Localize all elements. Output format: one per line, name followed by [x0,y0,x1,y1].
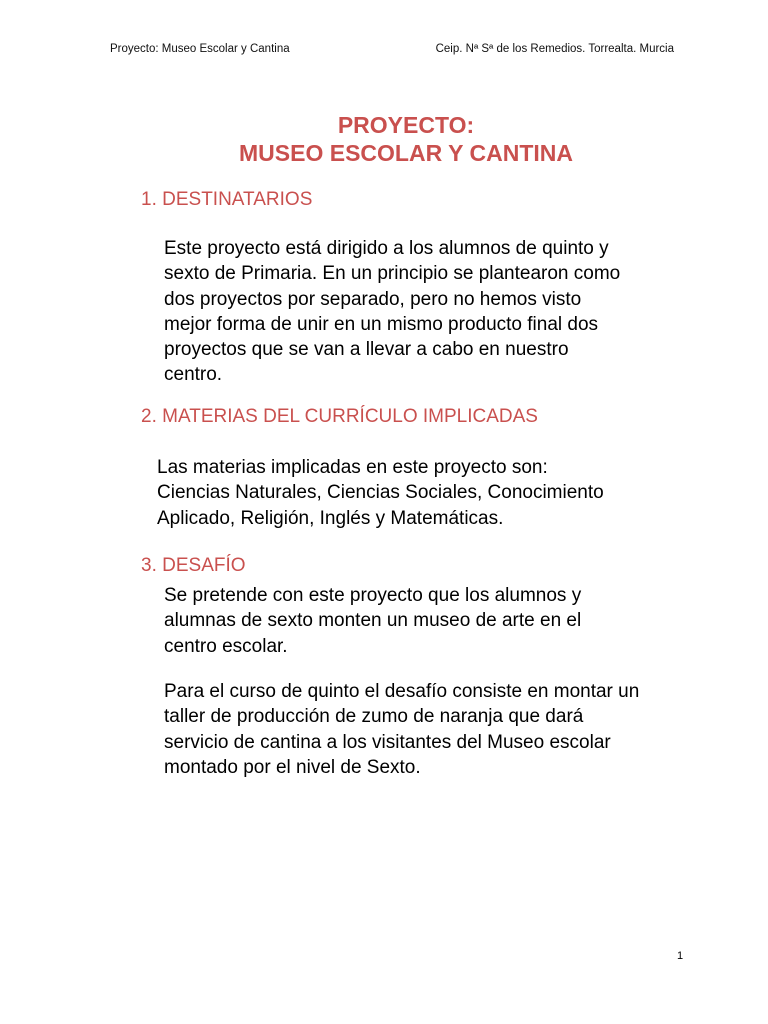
section-destinatarios-paragraph [164,236,620,388]
paragraph-line: Este proyecto está dirigido a los alumnos de quinto y [164,238,609,259]
document-title-line-2: MUSEO ESCOLAR Y CANTINA [239,140,573,166]
document-title-line-1: PROYECTO: [337,112,475,138]
section-heading-desafio: 3. DESAFÍO [141,555,246,576]
paragraph-line: centro escolar. [164,635,288,657]
paragraph-line: mejor forma de unir en un mismo producto final dos [164,313,599,335]
section-materias-paragraph [157,455,604,531]
paragraph-line: montado por el nivel de Sexto. [164,756,421,778]
paragraph-line: proyectos que se van a llevar a cabo en nuestro [164,339,569,361]
paragraph-line: Se pretende con este proyecto que los alumnos y [164,585,582,606]
section-desafio-paragraph-1 [164,583,581,659]
section-heading-destinatarios: 1. DESTINATARIOS [141,189,313,210]
paragraph-line: sexto de Primaria. En un principio se plantearon como [164,263,621,285]
paragraph-line: Aplicado, Religión, Inglés y Matemáticas. [157,507,504,529]
paragraph-line: dos proyectos por separado, pero no hemos visto [164,288,582,310]
header-school-name: Ceip. Nª Sª de los Remedios. Torrealta. Murcia [435,43,674,55]
section-heading-materias: 2. MATERIAS DEL CURRÍCULO IMPLICADAS [141,406,538,427]
paragraph-line: alumnas de sexto monten un museo de arte en el [164,610,582,632]
paragraph-line: Ciencias Naturales, Ciencias Sociales, Conocimiento [157,482,604,504]
section-desafio-paragraph-2 [164,679,639,780]
paragraph-line: Las materias implicadas en este proyecto son: [157,457,548,478]
header-project-name: Proyecto: Museo Escolar y Cantina [110,43,290,55]
paragraph-line: servicio de cantina a los visitantes del Museo escolar [164,731,611,753]
paragraph-line: centro. [164,364,223,386]
paragraph-line: taller de producción de zumo de naranja que dará [164,706,584,728]
paragraph-line: Para el curso de quinto el desafío consiste en montar un [164,681,640,702]
page-number: 1 [677,950,684,962]
